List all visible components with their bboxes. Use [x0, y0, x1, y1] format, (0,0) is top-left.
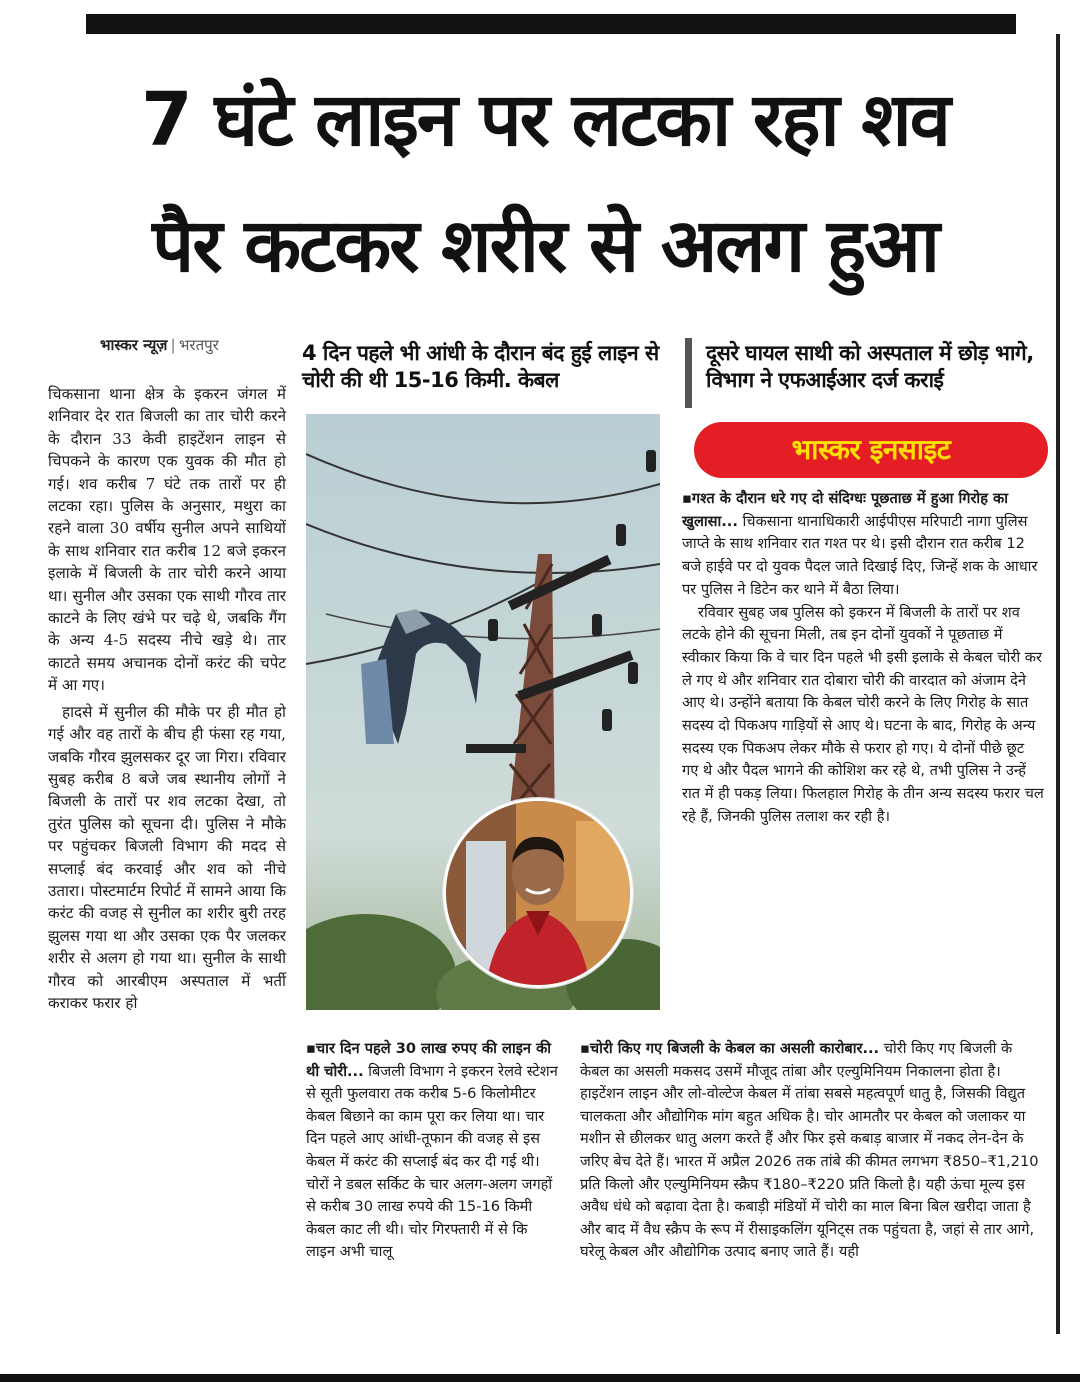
portrait-illustration [446, 801, 630, 985]
headline-line-1: 7 घंटे लाइन पर लटका रहा शव [141, 77, 949, 163]
headline-line-2: पैर कटकर शरीर से अलग हुआ [152, 203, 938, 289]
insight-paragraph-2: रविवार सुबह जब पुलिस को इकरन में बिजली के तारों पर शव लटके होने की सूचना मिली, तब इन दोनों युवकों ने पूछताछ में स्वीकार किया कि वे चार दिन पहले भी इसी इलाके से केबल चोरी कर ले गए थे और शनिवार रात दोबारा चोरी की वारदात को अंजाम देने आए थे। उन्होंने बताया कि केबल चोरी करने के लिए गिरोह के सात सदस्य दो पिकअप गाड़ियों से आए थे। घटना के बाद, गिरोह के अन्य सदस्य एक पिकअप लेकर मौके से फरार हो गए। ये दोनों पीछे छूट गए थे और पैदल भागने की कोशिश कर रहे थे, तभी पुलिस ने उन्हें रात में ही पकड़ लिया। फिलहाल गिरोह के तीन अन्य सदस्य फरार चल रहे हैं, जिनकी पुलिस तलाश कर रही है। [682, 603, 1044, 825]
bhaskar-insight-badge [694, 422, 1048, 478]
main-story-column [48, 383, 286, 1018]
main-story-paragraph-1: चिकसाना थाना क्षेत्र के इकरन जंगल में शनिवार देर रात बिजली का तार चोरी करने के दौरान 33 केवी हाइटेंशन लाइन से चिपकने के कारण एक युवक की मौत हो गई। शव करीब 7 घंटे तक तारों पर ही लटका रहा। पुलिस के अनुसार, मथुरा का रहने वाला 30 वर्षीय सुनील अपने साथियों के साथ शनिवार रात करीब 12 बजे इकरन इलाके में बिजली के तार चोरी करने आया था। सुनील और उसका एक साथी गौरव तार काटने के लिए खंभे पर चढ़े थे, जबकि गैंग के अन्य 4-5 सदस्य नीचे खड़े थे। तार काटते समय अचानक दोनों करंट की चपेट में आ गए। [48, 385, 286, 695]
bullet-icon: ▪ [306, 1040, 316, 1057]
insight-column [682, 488, 1044, 829]
byline-separator: | [170, 336, 176, 354]
bullet-icon: ▪ [580, 1040, 590, 1057]
subhead-left: 4 दिन पहले भी आंधी के दौरान बंद हुई लाइन से चोरी की थी 15-16 किमी. केबल [302, 341, 659, 392]
right-edge-rule [1056, 34, 1060, 1334]
byline [100, 335, 219, 355]
bottom-rule [0, 1374, 1080, 1382]
insight-lead-text: चिकसाना थानाधिकारी आईपीएस मरिपाटी नागा पुलिस जाप्ते के साथ शनिवार रात गश्त पर थे। इसी दौरान रात करीब 12 बजे हाईवे पर दो युवक पैदल जाते दिखाई दिए, जिन्हें शक के आधार पर पुलिस ने डिटेन कर थाने में बैठा लिया। [682, 512, 1038, 598]
victim-portrait-inset [443, 798, 633, 988]
subhead-right: दूसरे घायल साथी को अस्पताल में छोड़ भागे, विभाग ने एफआईआर दर्ज कराई [706, 341, 1034, 392]
subhead-divider [685, 338, 692, 408]
bottom-middle-lead-bold: चार दिन पहले 30 लाख रुपए की लाइन की थी चोरी... [306, 1040, 552, 1080]
bottom-right-column [580, 1038, 1042, 1264]
insight-lead-bold: गश्त के दौरान धरे गए दो संदिग्धः पूछताछ में हुआ गिरोह का खुलासा... [682, 490, 1009, 530]
badge-word-1: भास्कर [791, 433, 861, 466]
bottom-middle-text: बिजली विभाग ने इकरन रेलवे स्टेशन से सूती फुलवारा तक करीब 5-6 किलोमीटर केबल बिछाने का काम पूरा कर लिया था। चार दिन पहले आए आंधी-तूफान की वजह से इस केबल में करंट की सप्लाई बंद कर दी गई थी। चोरों ने डबल सर्किट के चार अलग-अलग जगहों से करीब 30 लाख रुपये की 15-16 किमी केबल काट ली थी। चोर गिरफ्तारी में से कि लाइन अभी चालू [306, 1062, 558, 1261]
byline-city: भरतपुर [178, 336, 219, 354]
bottom-middle-column [306, 1038, 560, 1264]
badge-word-2: इनसाइट [869, 433, 951, 466]
byline-source: भास्कर न्यूज़ [100, 336, 168, 354]
bottom-right-text: चोरी किए गए बिजली के केबल का असली मकसद उसमें मौजूद तांबा और एल्युमिनियम निकालना होता है। हाइटेंशन लाइन और लो-वोल्टेज केबल में तांबा सबसे महत्वपूर्ण धातु है, जिसकी विद्युत चालकता और औद्योगिक मांग बहुत अधिक है। चोर आमतौर पर केबल को जलाकर या मशीन से छीलकर धातु अलग करते हैं और फिर इसे कबाड़ बाजार में नकद लेन-देन के जरिए बेच देते हैं। भारत में अप्रैल 2026 तक तांबे की कीमत लगभग ₹850–₹1,210 प्रति किलो और एल्युमिनियम स्क्रैप ₹180–₹220 प्रति किलो है। यही ऊंचा मूल्य इस अवैध धंधे को बढ़ावा देता है। कबाड़ी मंडियों में चोरी का माल बिना बिल खरीदा जाता है और बाद में वैध स्क्रैप के रूप में रीसाइकलिंग यूनिट्स तक पहुंचता है, जहां से तार आगे, घरेलू केबल और औद्योगिक उत्पाद बनाए जाते हैं। यही [580, 1040, 1039, 1261]
top-masthead-bar [86, 14, 1016, 34]
bottom-right-lead-bold: चोरी किए गए बिजली के केबल का असली कारोबार... [589, 1040, 880, 1057]
insight-paragraph-1 [682, 488, 1044, 602]
main-story-paragraph-2: हादसे में सुनील की मौके पर ही मौत हो गई और वह तारों के बीच ही फंसा रह गया, जबकि गौरव झुलसकर दूर जा गिरा। रविवार सुबह करीब 8 बजे जब स्थानीय लोगों ने बिजली के तारों पर शव लटका देखा, तो तुरंत पुलिस को सूचना दी। पुलिस ने मौके पर पहुंचकर बिजली विभाग की मदद से सप्लाई बंद करवाई और शव को नीचे उतारा। पोस्टमार्टम रिपोर्ट में सामने आया कि करंट की वजह से सुनील का शरीर बुरी तरह झुलस गया था और उसका एक पैर जलकर शरीर से अलग हो गया था। सुनील के साथी गौरव को आरबीएम अस्पताल में भर्ती कराकर फरार हो [48, 702, 286, 1012]
bullet-icon: ▪ [682, 490, 692, 507]
